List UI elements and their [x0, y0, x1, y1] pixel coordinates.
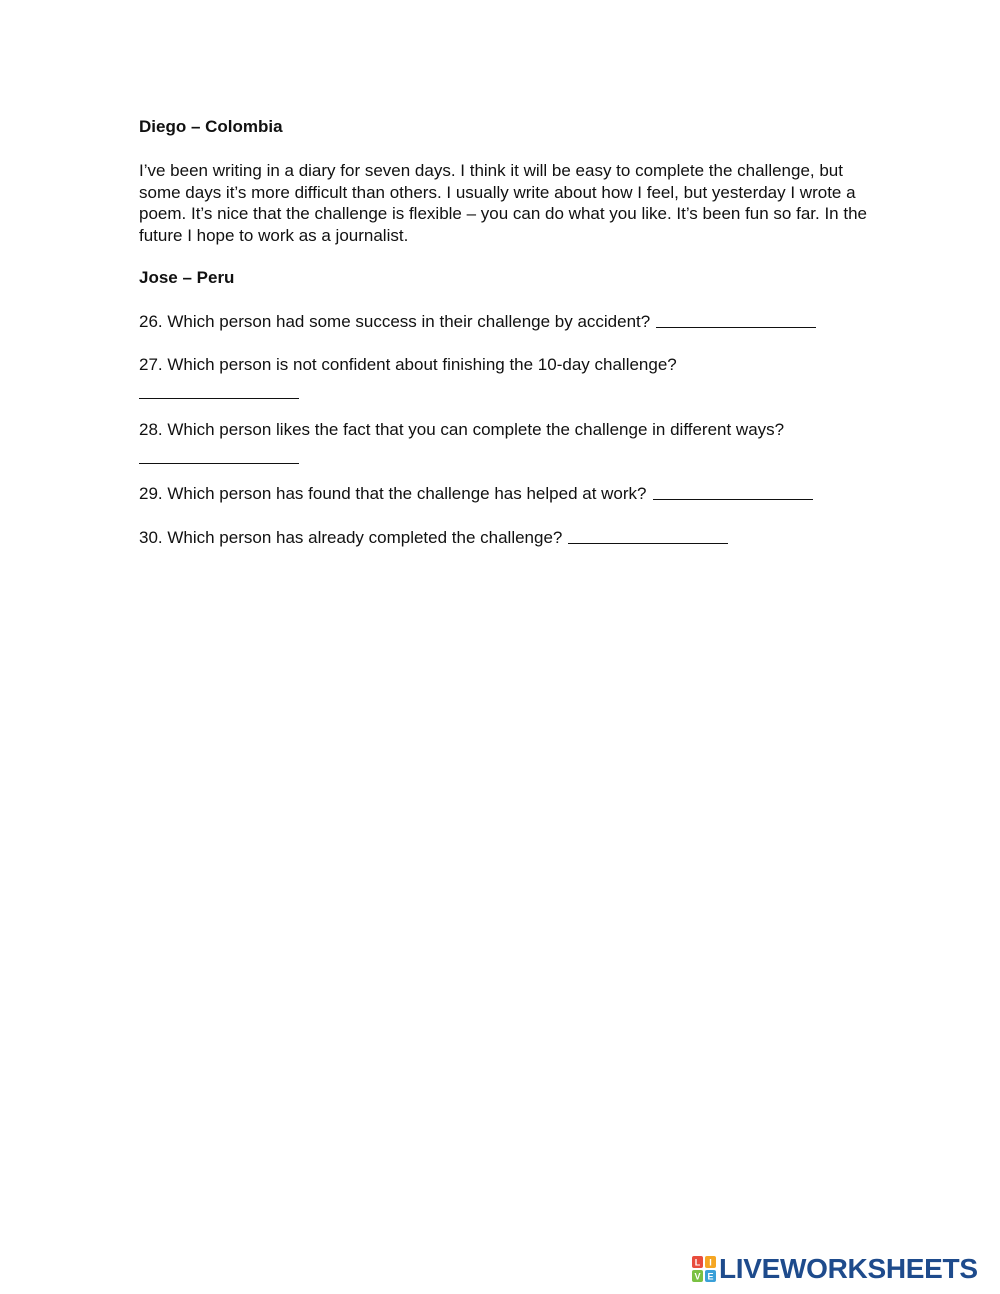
question-26	[139, 311, 816, 332]
answer-input-28[interactable]	[139, 451, 299, 467]
svg-text:I: I	[709, 1257, 712, 1268]
svg-text:L: L	[694, 1257, 701, 1268]
question-28	[139, 419, 784, 464]
svg-text:V: V	[694, 1271, 701, 1282]
question-30-text: 30. Which person has already completed the challenge?	[139, 528, 563, 547]
question-27-text: 27. Which person is not confident about finishing the 10-day challenge?	[139, 355, 677, 374]
liveworksheets-logo-text: LIVEWORKSHEETS	[719, 1253, 978, 1284]
answer-input-30[interactable]	[568, 531, 728, 547]
answer-input-26[interactable]	[656, 315, 816, 331]
answer-input-27[interactable]	[139, 386, 299, 402]
diego-paragraph: I’ve been writing in a diary for seven days. I think it will be easy to complete the challenge, but some days it’s more difficult than others. I usually write about how I feel, but yesterday I wrote a poem. It’s nice that the challenge is flexible – you can do what you like. It’s been fun so far. In the future I hope to work as a journalist.	[139, 161, 867, 245]
section-heading-jose: Jose – Peru	[139, 268, 235, 287]
question-30	[139, 527, 728, 548]
question-26-text: 26. Which person had some success in their challenge by accident?	[139, 312, 651, 331]
question-28-text: 28. Which person likes the fact that you can complete the challenge in different ways?	[139, 420, 785, 439]
answer-input-29[interactable]	[653, 487, 813, 503]
answer-blank-30[interactable]	[568, 527, 728, 544]
answer-blank-27[interactable]	[139, 382, 299, 399]
section-heading-diego: Diego – Colombia	[139, 117, 283, 136]
question-29	[139, 483, 813, 504]
answer-blank-28[interactable]	[139, 447, 299, 464]
svg-text:E: E	[707, 1271, 714, 1282]
liveworksheets-logo-icon	[692, 1256, 716, 1282]
answer-blank-29[interactable]	[653, 483, 813, 500]
answer-blank-26[interactable]	[656, 311, 816, 328]
question-27	[139, 354, 677, 399]
question-29-text: 29. Which person has found that the challenge has helped at work?	[139, 484, 647, 503]
liveworksheets-logo	[692, 1254, 978, 1284]
